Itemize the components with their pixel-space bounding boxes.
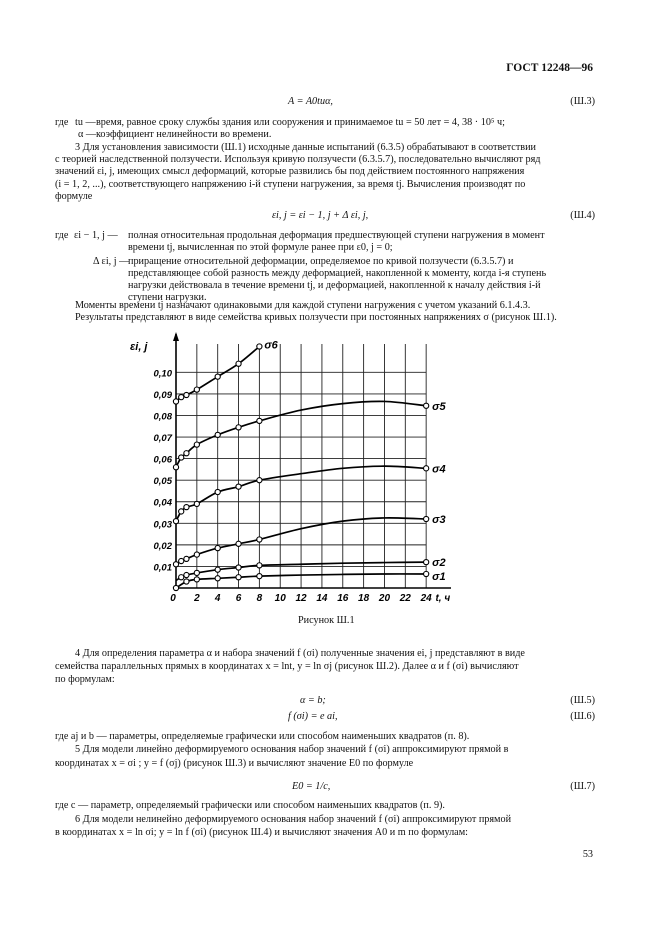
series-label: σ6 (264, 339, 278, 352)
data-point (179, 575, 184, 580)
x-axis-label: t, ч (435, 593, 451, 604)
data-point (194, 552, 199, 557)
equation-sh6: f (σi) = e ai, (288, 711, 338, 722)
y-axis-arrow (173, 332, 179, 341)
x-tick-label: 8 (256, 593, 263, 604)
equation-sh5-number: (Ш.5) (570, 695, 595, 706)
equation-sh4: εi, j = εi − 1, j + Δ εi, j, (272, 210, 369, 221)
data-point (236, 361, 241, 366)
data-point (236, 541, 241, 546)
figure-caption: Рисунок Ш.1 (298, 615, 355, 626)
x-tick-label: 10 (274, 593, 286, 604)
data-point (194, 501, 199, 506)
x-tick-label: 6 (235, 593, 242, 604)
paragraph-4-line: по формулам: (55, 674, 115, 685)
where-def-eps-line: времени tj, вычисленная по этой формуле ранее при ε0, j = 0; (128, 242, 393, 253)
paragraph-moments-line: Результаты представляют в виде семейства кривых ползучести при постоянных напряжениях σ (рисунок Ш.1). (75, 312, 557, 323)
data-point (179, 558, 184, 563)
data-point (215, 567, 220, 572)
data-point (194, 570, 199, 575)
paragraph-6-line: в координатах x = ln σi; y = ln f (σi) (рисунок Ш.4) и вычисляют значения A0 и m по формулам: (55, 827, 468, 838)
data-point (257, 537, 262, 542)
where-def-delta-line: представляющее собой разность между деформацией, накопленной к моменту, когда i-я ступень (128, 268, 547, 279)
paragraph-4-line: семейства параллельных прямых в координатах x = lnt, y = ln σj (рисунок Ш.2). Далее α и f (σi) вычисляют (55, 661, 519, 672)
paragraph-3-line: значений εi, j, имеющих смысл деформаций, которые развились бы под действием постоянного напряжения (55, 166, 525, 177)
data-point (184, 505, 189, 510)
data-point (257, 478, 262, 483)
paragraph-5-line: 5 Для модели линейно деформируемого основания набор значений f (σi) аппроксимируют прямой в (75, 744, 509, 755)
standard-header: ГОСТ 12248—96 (506, 62, 593, 74)
data-point (215, 576, 220, 581)
data-point (184, 556, 189, 561)
data-point (173, 399, 178, 404)
y-tick-label: 0,10 (153, 368, 172, 380)
where-lead-1: где (55, 117, 69, 128)
x-tick-label: 22 (399, 593, 411, 604)
where-def-tu: время, равное сроку службы здания или сооружения и принимаемое tu = 50 лет = 4, 38 · 10⁵ ч; (96, 117, 505, 128)
data-point (424, 571, 429, 576)
data-point (257, 344, 262, 349)
paragraph-6-line: 6 Для модели нелинейно деформируемого основания набор значений f (σi) аппроксимируют прямой (75, 814, 512, 825)
y-tick-label: 0,09 (153, 389, 172, 401)
equation-sh3: A = A0tuα, (288, 96, 333, 107)
y-tick-label: 0,03 (153, 519, 172, 531)
series-label: σ1 (432, 570, 446, 583)
x-tick-label: 12 (295, 593, 307, 604)
data-point (424, 560, 429, 565)
y-tick-label: 0,04 (153, 497, 172, 509)
x-tick-label: 2 (194, 593, 200, 604)
data-point (194, 577, 199, 582)
data-point (424, 466, 429, 471)
where-def-delta-line: приращение относительной деформации, определяемое по кривой ползучести (6.3.5.7) и (128, 256, 514, 267)
series-label: σ5 (432, 400, 446, 413)
data-point (236, 484, 241, 489)
equation-sh6-number: (Ш.6) (570, 711, 595, 722)
where-line-4: где с — параметр, определяемый графически или способом наименьших квадратов (п. 9). (55, 800, 445, 811)
x-tick-label: 14 (316, 593, 328, 604)
data-point (184, 392, 189, 397)
y-tick-label: 0,06 (153, 454, 172, 466)
equation-sh3-number: (Ш.3) (570, 96, 595, 107)
data-point (179, 455, 184, 460)
paragraph-3-line: 3 Для установления зависимости (Ш.1) исходные данные испытаний (6.3.5) обрабатывают в соответствии (75, 142, 536, 153)
y-tick-label: 0,02 (153, 540, 172, 552)
equation-sh7: E0 = 1/c, (292, 781, 331, 792)
where-def-alpha: коэффициент нелинейности во времени. (96, 129, 272, 140)
data-point (184, 451, 189, 456)
data-point (173, 562, 178, 567)
x-tick-label: 24 (420, 593, 432, 604)
data-point (215, 546, 220, 551)
where-line-3: где aj и b — параметры, определяемые графически или способом наименьших квадратов (п. 8). (55, 731, 470, 742)
data-point (257, 418, 262, 423)
data-point (173, 519, 178, 524)
where-symbol-eps: εi − 1, j — (74, 230, 118, 241)
where-def-delta-line: ступени нагрузки. (128, 292, 207, 303)
data-point (179, 509, 184, 514)
data-point (215, 374, 220, 379)
data-point (184, 572, 189, 577)
y-tick-label: 0,05 (153, 476, 172, 488)
data-point (184, 579, 189, 584)
series-label: σ4 (432, 463, 446, 476)
data-point (236, 575, 241, 580)
data-point (236, 565, 241, 570)
y-tick-label: 0,01 (153, 562, 172, 574)
equation-sh4-number: (Ш.4) (570, 210, 595, 221)
series-label: σ3 (432, 513, 446, 526)
x-tick-label: 20 (378, 593, 391, 604)
y-axis-label: εi, j (130, 341, 148, 353)
data-point (215, 489, 220, 494)
x-tick-label: 0 (170, 593, 176, 604)
data-point (215, 432, 220, 437)
data-point (257, 563, 262, 568)
equation-sh5: α = b; (300, 695, 326, 706)
paragraph-3-line: формуле (55, 191, 93, 202)
x-tick-label: 16 (337, 593, 349, 604)
paragraph-3-line: (i = 1, 2, ...), соответствующего напряжению i-й ступени нагружения, за время tj. Вычисления производят по (55, 179, 526, 190)
equation-sh7-number: (Ш.7) (570, 781, 595, 792)
paragraph-3-line: с теорией наследственной ползучести. Используя кривую ползучести (6.3.5.7), последовательно вычисляют ряд (55, 154, 541, 165)
where-lead-2: где (55, 230, 69, 241)
data-point (194, 442, 199, 447)
where-symbol-delta: Δ εi, j — (93, 256, 130, 267)
data-point (424, 403, 429, 408)
paragraph-moments-line: Моменты времени tj назначают одинаковыми для каждой ступени нагружения с учетом указаний 6.1.4.3. (75, 300, 531, 311)
paragraph-4-line: 4 Для определения параметра α и набора значений f (σi) полученные значения ei, j представляют в виде (75, 648, 525, 659)
page-number: 53 (582, 849, 593, 860)
x-tick-label: 4 (214, 593, 221, 604)
data-point (424, 516, 429, 521)
creep-curves-chart (0, 330, 661, 630)
where-def-eps-line: полная относительная продольная деформация предшествующей ступени нагружения в момент (128, 230, 545, 241)
data-point (179, 395, 184, 400)
where-symbol-tu: tu — (75, 117, 96, 128)
x-tick-label: 18 (358, 593, 370, 604)
where-def-delta-line: нагрузки действовала в течение времени tj, и деформацией, накопленной к началу действия i-й (128, 280, 541, 291)
data-point (173, 465, 178, 470)
paragraph-5-line: координатах x = σi ; y = f (σj) (рисунок Ш.3) и вычисляют значение E0 по формуле (55, 758, 414, 769)
data-point (257, 574, 262, 579)
data-point (194, 387, 199, 392)
series-label: σ2 (432, 557, 446, 570)
data-point (236, 425, 241, 430)
data-point (173, 585, 178, 590)
y-tick-label: 0,08 (153, 411, 172, 423)
y-tick-label: 0,07 (153, 433, 172, 445)
where-symbol-alpha: α — (78, 129, 97, 140)
